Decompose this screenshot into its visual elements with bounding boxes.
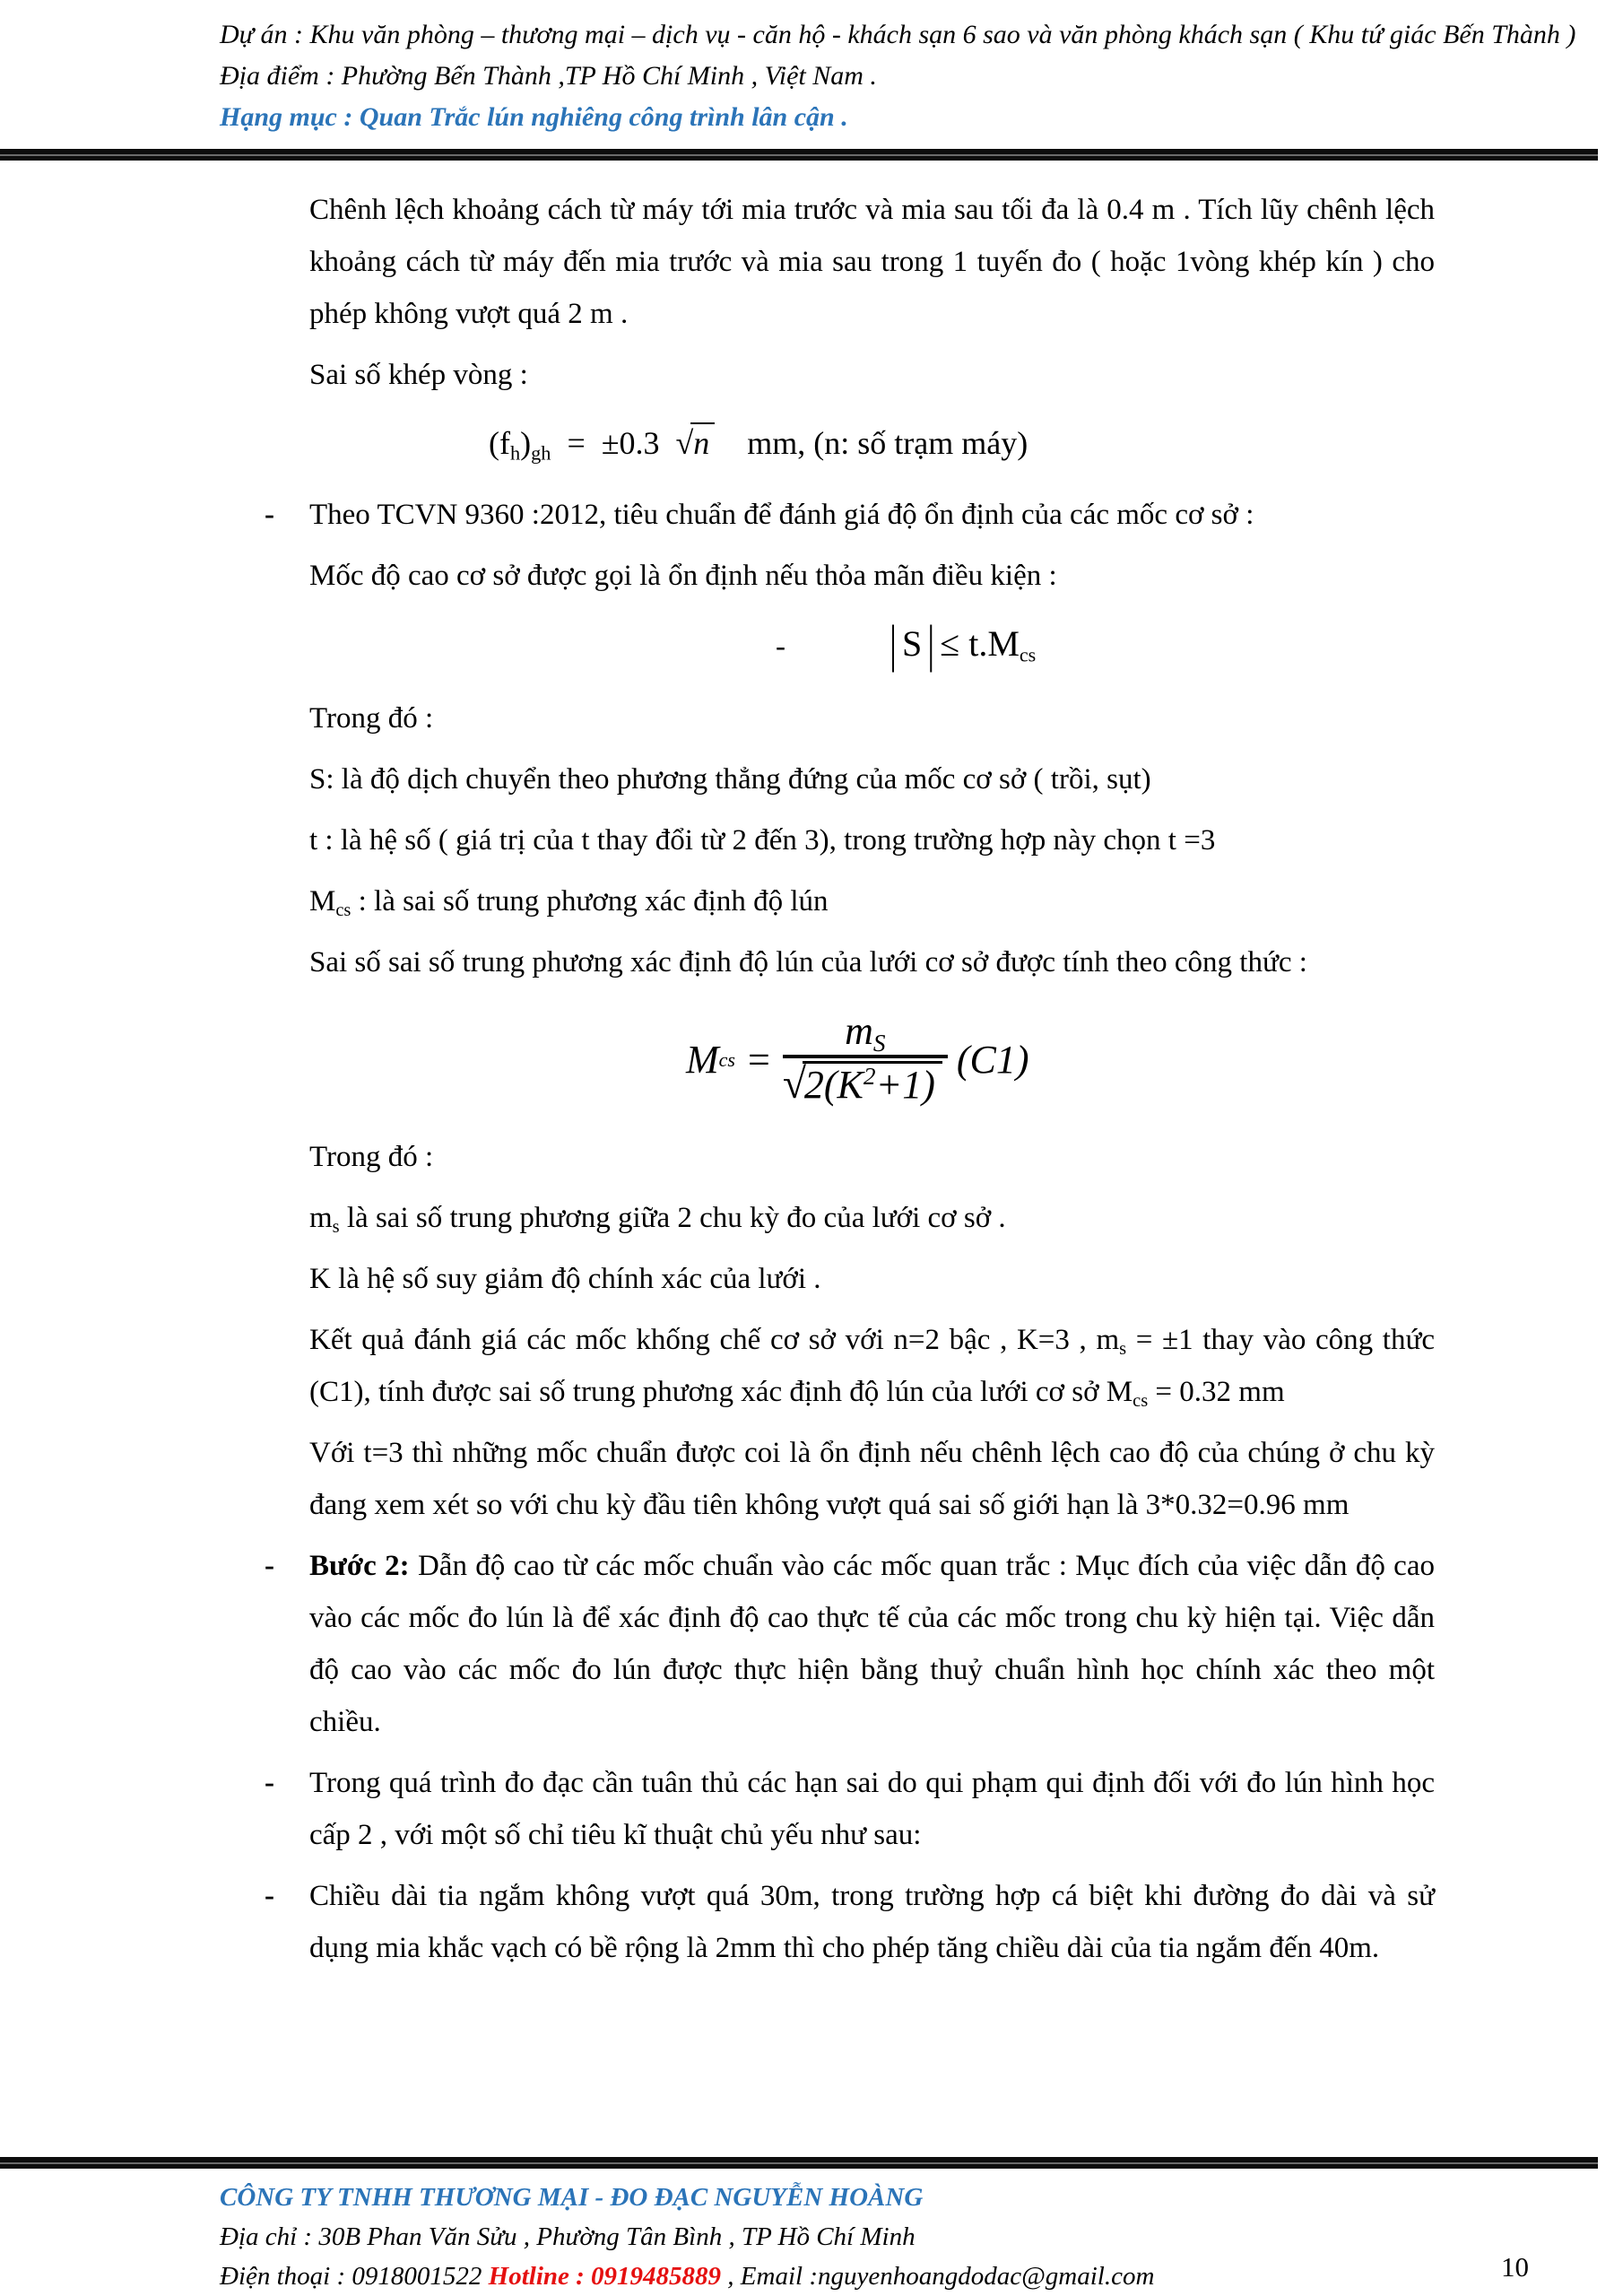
symbol-M: M [309, 885, 336, 918]
header-location-line: Địa điểm : Phường Bến Thành ,TP Hồ Chí Minh , Việt Nam . [220, 61, 877, 91]
fraction-denominator [783, 1055, 948, 1108]
formula-dash: - [776, 631, 785, 663]
formula-stability-condition [776, 613, 1435, 673]
page-header [0, 0, 1623, 138]
paragraph-limit-error: Với t=3 thì những mốc chuẩn được coi là ổn định nếu chênh lệch cao độ của chúng ở chu kỳ đang xem xét so với chu kỳ đầu tiên không vượt quá sai số giới hạn là 3*0.32=0.96 mm [309, 1437, 1435, 1522]
result-text: = 0.32 mm [1148, 1376, 1285, 1409]
bullet-text: Chiều dài tia ngắm không vượt quá 30m, trong trường hợp cá biệt khi đường đo dài và sử dụng mia khắc vạch có bề rộng là 2mm thì cho phép tăng chiều dài của tia ngắm đến 40m. [309, 1880, 1435, 1965]
formula-text: ) [520, 425, 532, 461]
footer-company-name: CÔNG TY TNHH THƯƠNG MẠI - ĐO ĐẠC NGUYỄN HOÀNG [220, 2183, 924, 2212]
header-category-line: Hạng mục : Quan Trắc lún nghiêng công trình lân cận . [220, 102, 848, 132]
symbol-m: m [309, 1202, 333, 1235]
paragraph-formula-intro: Sai số sai số trung phương xác định độ lún của lưới cơ sở được tính theo công thức : [309, 946, 1307, 978]
page-footer [0, 2169, 1623, 2296]
fraction-numerator [841, 1009, 889, 1057]
footer-address: Địa chỉ : 30B Phan Văn Sửu , Phường Tân Bình , TP Hồ Chí Minh [220, 2222, 916, 2251]
result-text: Kết quả đánh giá các mốc khống chế cơ sở với n=2 bậc , K=3 , m [309, 1324, 1120, 1357]
paragraph-stability-definition: Mốc độ cao cơ sở được gọi là ổn định nếu thỏa mãn điều kiện : [309, 560, 1057, 592]
subscript-cs: cs [718, 1048, 735, 1071]
paragraph-t-definition: t : là hệ số ( giá trị của t thay đổi từ 2 đến 3), trong trường hợp này chọn t =3 [309, 824, 1216, 857]
header-project-line: Dự án : Khu văn phòng – thương mại – dịch vụ - căn hộ - khách sạn 6 sao và văn phòng khách sạn ( Khu tứ giác Bến Thành ) [220, 20, 1576, 49]
variable-Mcs: M [686, 1037, 719, 1082]
footer-email: , Email :nguyenhoangdodac@gmail.com [721, 2262, 1155, 2291]
square-root [676, 425, 716, 461]
equals-sign: = [567, 425, 586, 461]
relation-text: ≤ t.M [940, 623, 1020, 664]
radicand-n: n [690, 422, 715, 461]
subscript-cs: cs [1133, 1391, 1149, 1412]
bullet-text: Trong quá trình đo đạc cần tuân thủ các hạn sai do qui phạm qui định đối với đo lún hình học cấp 2 , với một số chỉ tiêu kĩ thuật chủ yếu như sau: [309, 1767, 1435, 1852]
definition-text: : là sai số trung phương xác định độ lún [351, 885, 829, 918]
footer-contact-line [220, 2257, 1569, 2296]
radicand [803, 1061, 942, 1107]
subscript-cs: cs [335, 900, 352, 921]
footer-divider-rule [0, 2157, 1598, 2169]
paragraph-Mcs-definition [309, 875, 1435, 927]
formula-unit-note: mm, (n: số trạm máy) [747, 425, 1028, 461]
formula-closing-error [489, 417, 1435, 469]
superscript-2: 2 [863, 1063, 876, 1090]
abs-bar: | [890, 613, 898, 673]
definition-text: là sai số trung phương giữa 2 chu kỳ đo của lưới cơ sở . [339, 1202, 1006, 1235]
subscript-h: h [509, 441, 521, 465]
paragraph-evaluation-result [309, 1314, 1435, 1418]
bullet-step-2 [265, 1540, 1435, 1748]
den-text: +1) [875, 1063, 935, 1107]
bullet-dash: - [265, 499, 274, 531]
paragraph-distance-difference: Chênh lệch khoảng cách từ máy tới mia trước và mia sau tối đa là 0.4 m . Tích lũy chênh lệch khoảng cách từ máy đến mia trước và mia sau trong 1 tuyến đo ( hoặc 1vòng khép kín ) cho phép không vượt quá 2 m . [309, 194, 1435, 330]
paragraph-trong-do-1: Trong đó : [309, 702, 434, 735]
footer-phone: Điện thoại : 0918001522 [220, 2262, 489, 2291]
paragraph-ms-definition [309, 1192, 1435, 1244]
formula-mcs [686, 1009, 1435, 1108]
variable-S: S [902, 623, 923, 664]
paragraph-K-definition: K là hệ số suy giảm độ chính xác của lưới . [309, 1263, 821, 1296]
abs-bar: | [927, 613, 935, 673]
bullet-dash: - [265, 1550, 274, 1583]
equation-label-C1: (C1) [956, 1037, 1029, 1082]
header-divider-rule [0, 149, 1598, 161]
page-number: 10 [1501, 2251, 1529, 2283]
coefficient: ±0.3 [601, 425, 660, 461]
paragraph-trong-do-2: Trong đó : [309, 1141, 434, 1174]
radical-sign: √ [782, 1061, 806, 1108]
subscript-s: s [1119, 1339, 1127, 1360]
variable-ms: m [845, 1009, 873, 1053]
paragraph-closing-error-label: Sai số khép vòng : [309, 359, 528, 391]
den-text: 2( [803, 1063, 838, 1107]
bullet-sight-length [265, 1870, 1435, 1974]
bullet-dash: - [265, 1880, 274, 1913]
subscript-gh: gh [531, 441, 551, 465]
bullet-measurement-rules [265, 1757, 1435, 1861]
variable-K: K [837, 1063, 864, 1107]
paragraph-S-definition: S: là độ dịch chuyển theo phương thẳng đứng của mốc cơ sở ( trồi, sụt) [309, 763, 1151, 796]
bullet-text: Dẫn độ cao từ các mốc chuẩn vào các mốc quan trắc : Mục đích của việc dẫn độ cao vào các mốc đo lún là để xác định độ cao thực tế của các mốc trong chu kỳ hiện tại. Việc dẫn độ cao vào các mốc đo lún được thực hiện bằng thuỷ chuẩn hình học chính xác theo một chiều. [309, 1550, 1435, 1739]
radical-sign: √ [675, 425, 694, 461]
step-2-label: Bước 2: [309, 1550, 410, 1583]
document-body [0, 161, 1623, 2146]
result-text: = ±1 thay vào công thức (C1), tính được sai số trung phương xác định độ lún của lưới cơ sở M [309, 1324, 1435, 1409]
bullet-tcvn-standard [265, 489, 1435, 541]
subscript-cs: cs [1019, 643, 1037, 666]
footer-hotline: Hotline : 0919485889 [488, 2262, 722, 2291]
bullet-text: Theo TCVN 9360 :2012, tiêu chuẩn để đánh giá độ ổn định của các mốc cơ sở : [309, 499, 1254, 531]
equals-sign: = [747, 1037, 770, 1082]
subscript-s: s [332, 1217, 340, 1238]
fraction [782, 1009, 948, 1108]
bullet-dash: - [265, 1767, 274, 1800]
subscript-S: S [872, 1030, 886, 1057]
formula-text: (f [489, 425, 510, 461]
